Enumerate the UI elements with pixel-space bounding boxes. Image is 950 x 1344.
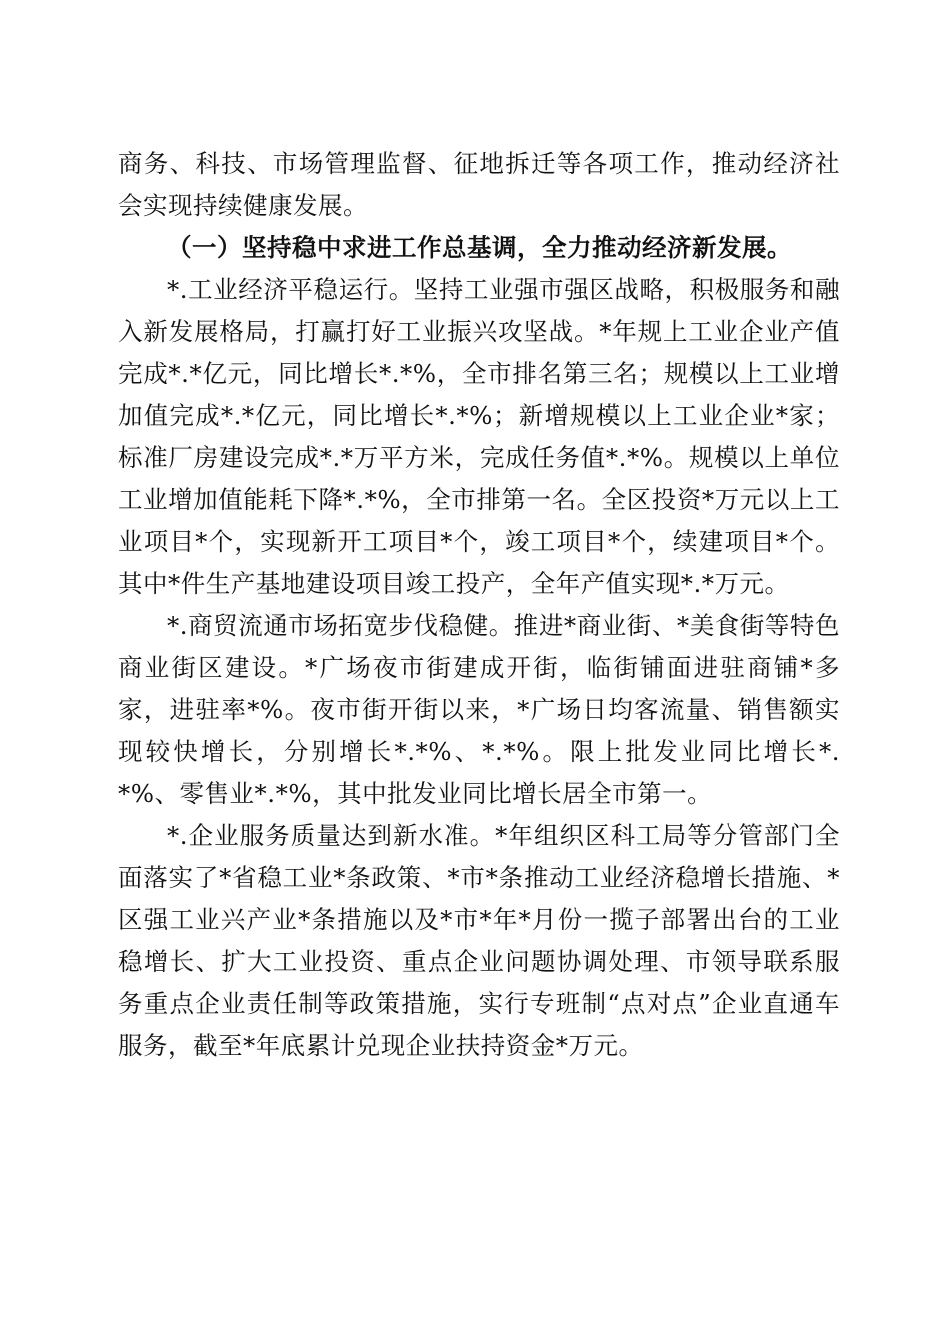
paragraph-enterprise-service: *.企业服务质量达到新水准。*年组织区科工局等分管部门全面落实了*省稳工业*条政策、*市*条推动工业经济稳增长措施、*区强工业兴产业*条措施以及*市*年*月份一揽子部署出台的工业稳增长、扩大工业投资、重点企业问题协调处理、市领导联系服务重点企业责任制等政策措施，实行专班制“点对点”企业直通车服务，截至*年底累计兑现企业扶持资金*万元。 xyxy=(118,821,840,1060)
paragraph-intro-continuation: 商务、科技、市场管理监督、征地拆迁等各项工作，推动经济社会实现持续健康发展。 xyxy=(118,149,840,220)
section-heading: （一）坚持稳中求进工作总基调，全力推动经济新发展。 xyxy=(167,233,792,262)
paragraph-industrial-economy: *.工业经济平稳运行。坚持工业强市强区战略，积极服务和融入新发展格局，打赢打好工业振兴攻坚战。*年规上工业企业产值完成*.*亿元，同比增长*.*%，全市排名第三名；规模以上工业增加值完成*.*亿元，同比增长*.*%；新增规模以上工业企业*家；标准厂房建设完成*.*万平方米，完成任务值*.*%。规模以上单位工业增加值能耗下降*.*%，全市排第一名。全区投资*万元以上工业项目*个，实现新开工项目*个，竣工项目*个，续建项目*个。其中*件生产基地建设项目竣工投产，全年产值实现*.*万元。 xyxy=(118,275,840,598)
paragraph-commerce-market: *.商贸流通市场拓宽步伐稳健。推进*商业街、*美食街等特色商业街区建设。*广场夜市街建成开街，临街铺面进驻商铺*多家，进驻率*%。夜市街开街以来，*广场日均客流量、销售额实现较快增长，分别增长*.*%、*.*%。限上批发业同比增长*.*%、零售业*.*%，其中批发业同比增长居全市第一。 xyxy=(118,611,840,808)
document-body xyxy=(118,143,840,1067)
